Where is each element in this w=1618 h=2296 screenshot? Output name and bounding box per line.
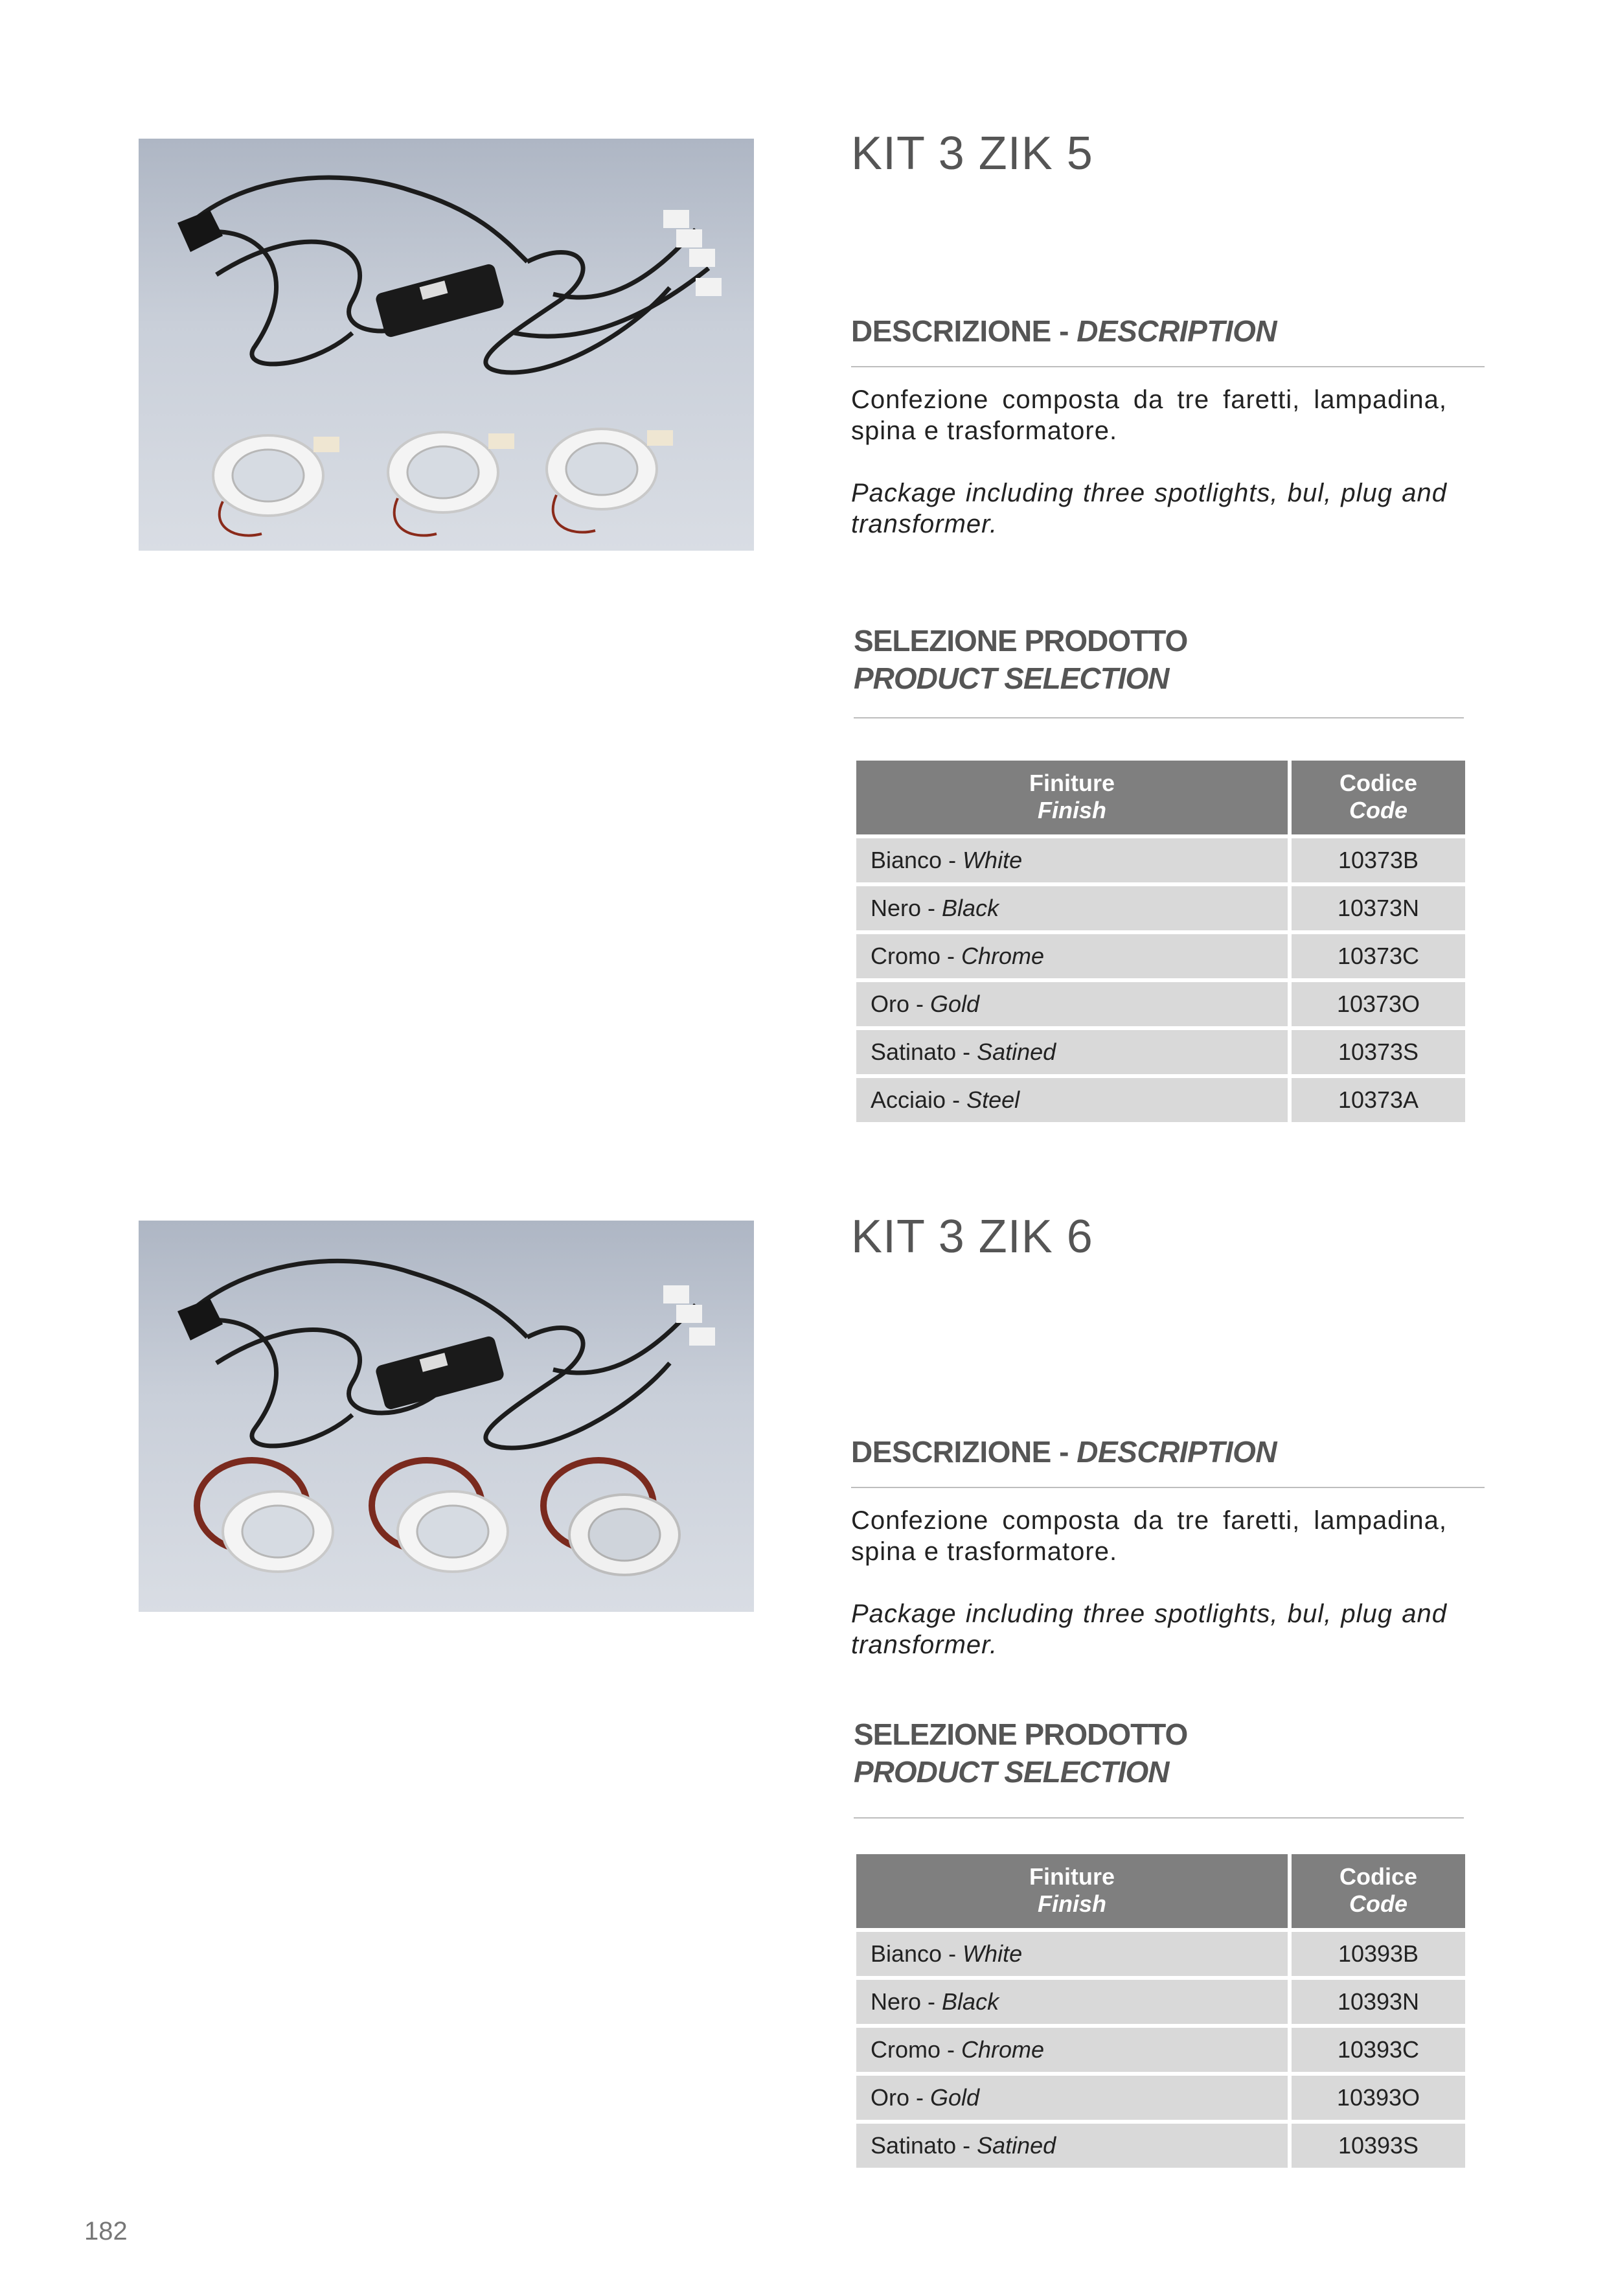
code-cell: 10393N xyxy=(1292,1980,1465,2024)
finish-cell: Bianco - White xyxy=(856,838,1288,882)
code-cell: 10393O xyxy=(1292,2076,1465,2120)
code-cell: 10373S xyxy=(1292,1030,1465,1074)
table-row xyxy=(856,2028,1465,2072)
code-cell: 10373B xyxy=(1292,838,1465,882)
code-cell: 10373C xyxy=(1292,934,1465,978)
product-2-selection-rule xyxy=(854,1817,1464,1819)
product-1-description-rule xyxy=(851,366,1485,367)
product-2-table xyxy=(856,1854,1465,2168)
table-row xyxy=(856,2076,1465,2120)
finish-header: Finiture Finish xyxy=(856,1854,1288,1928)
product-1-table xyxy=(856,761,1465,1122)
product-2-selection-heading: SELEZIONE PRODOTTO PRODUCT SELECTION xyxy=(854,1717,1188,1789)
finish-cell: Acciaio - Steel xyxy=(856,1078,1288,1122)
table-row xyxy=(856,1030,1465,1074)
table-header-row xyxy=(856,1854,1465,1928)
product-2-description-en: Package including three spotlights, bul, plug and transformer. xyxy=(851,1600,1447,1659)
code-cell: 10373A xyxy=(1292,1078,1465,1122)
table-row xyxy=(856,886,1465,930)
table-row xyxy=(856,982,1465,1026)
product-2-description-it: Confezione composta da tre faretti, lampadina, spina e trasformatore. xyxy=(851,1506,1447,1566)
table-row xyxy=(856,2124,1465,2168)
product-2-photo xyxy=(139,1221,754,1612)
finish-cell: Bianco - White xyxy=(856,1932,1288,1976)
finish-cell: Cromo - Chrome xyxy=(856,934,1288,978)
product-2-description-heading: DESCRIZIONE - DESCRIPTION xyxy=(851,1435,1277,1469)
code-cell: 10373N xyxy=(1292,886,1465,930)
finish-header: Finiture Finish xyxy=(856,761,1288,834)
code-cell: 10393C xyxy=(1292,2028,1465,2072)
table-row xyxy=(856,934,1465,978)
finish-cell: Oro - Gold xyxy=(856,2076,1288,2120)
table-header-row xyxy=(856,761,1465,834)
table-row xyxy=(856,838,1465,882)
product-1-selection-rule xyxy=(854,717,1464,718)
finish-cell: Satinato - Satined xyxy=(856,2124,1288,2168)
finish-cell: Satinato - Satined xyxy=(856,1030,1288,1074)
table-row xyxy=(856,1980,1465,2024)
product-1-selection-heading: SELEZIONE PRODOTTO PRODUCT SELECTION xyxy=(854,624,1188,695)
product-1-description-en: Package including three spotlights, bul, plug and transformer. xyxy=(851,479,1447,538)
code-header: Codice Code xyxy=(1292,1854,1465,1928)
code-cell: 10393S xyxy=(1292,2124,1465,2168)
product-1-description-it: Confezione composta da tre faretti, lampadina, spina e trasformatore. xyxy=(851,385,1447,445)
code-cell: 10373O xyxy=(1292,982,1465,1026)
kit-photo-illustration xyxy=(139,139,754,551)
code-cell: 10393B xyxy=(1292,1932,1465,1976)
finish-cell: Oro - Gold xyxy=(856,982,1288,1026)
finish-cell: Nero - Black xyxy=(856,1980,1288,2024)
product-2-title: KIT 3 ZIK 6 xyxy=(851,1211,1093,1263)
product-2-description-rule xyxy=(851,1487,1485,1488)
product-1-photo xyxy=(139,139,754,551)
page-number: 182 xyxy=(84,2217,128,2245)
table-row xyxy=(856,1078,1465,1122)
kit-photo-illustration xyxy=(139,1221,754,1612)
product-1-description-heading: DESCRIZIONE - DESCRIPTION xyxy=(851,314,1277,348)
product-1-title: KIT 3 ZIK 5 xyxy=(851,128,1093,179)
code-header: Codice Code xyxy=(1292,761,1465,834)
finish-cell: Cromo - Chrome xyxy=(856,2028,1288,2072)
table-row xyxy=(856,1932,1465,1976)
finish-cell: Nero - Black xyxy=(856,886,1288,930)
